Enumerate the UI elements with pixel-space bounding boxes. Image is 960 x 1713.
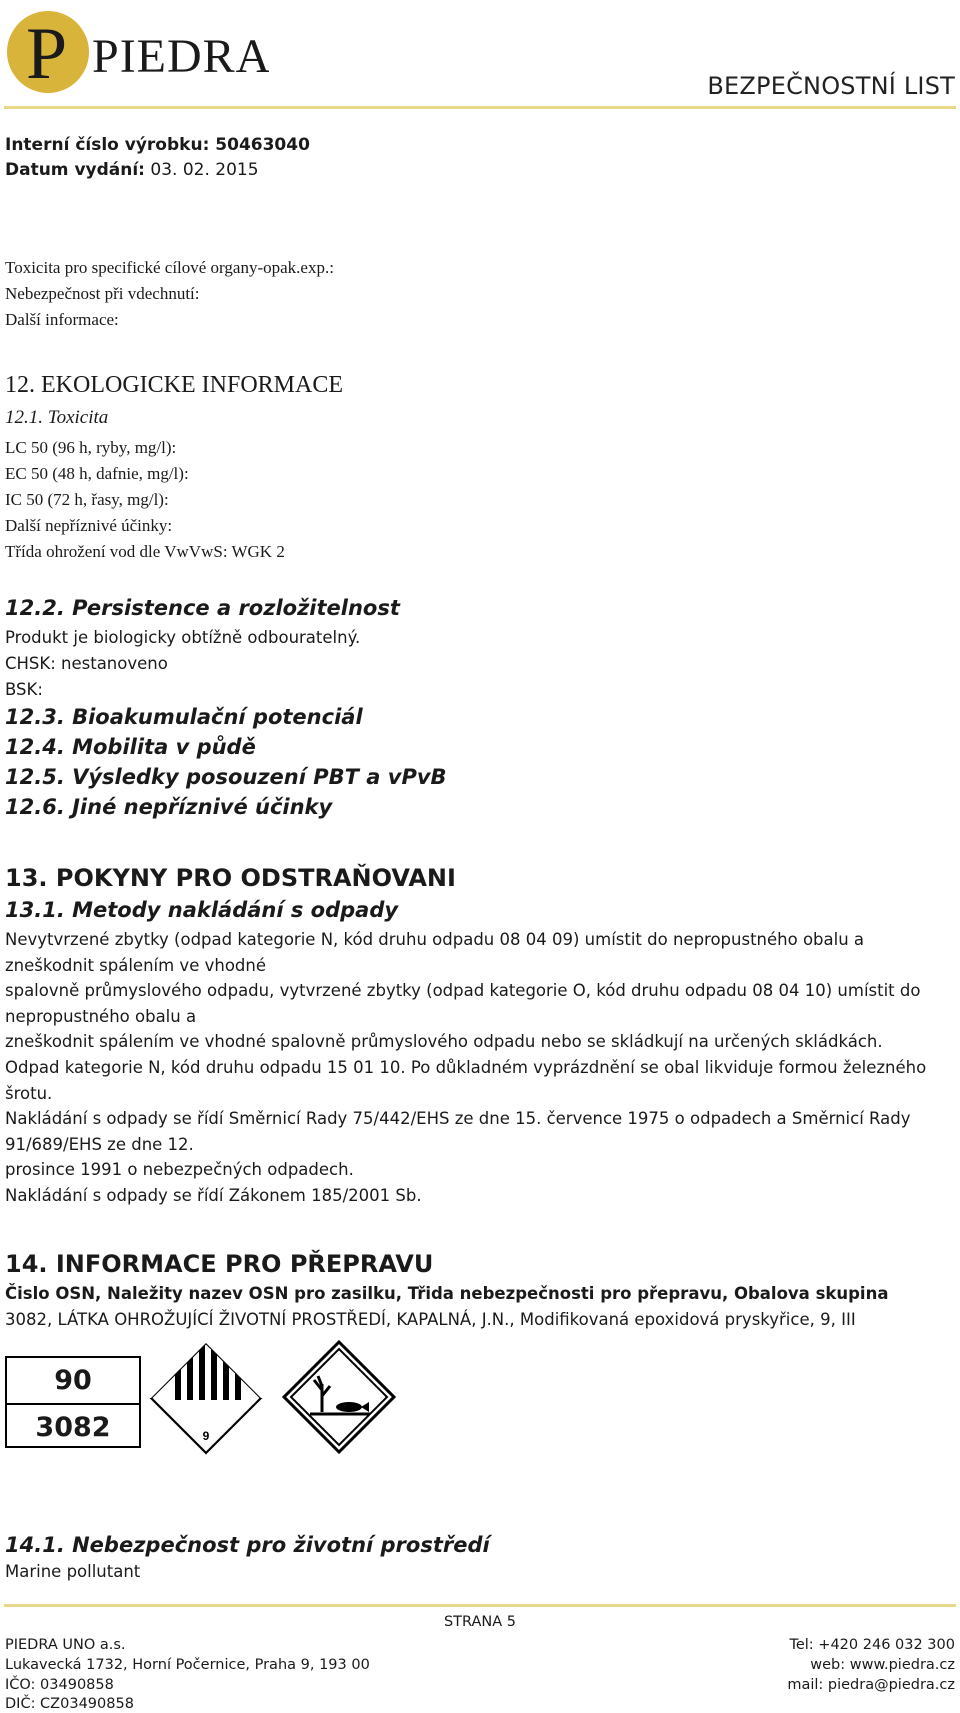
company-phone: Tel: +420 246 032 300 xyxy=(789,1637,955,1653)
class-9-hazard-label-icon xyxy=(148,1340,264,1456)
disposal-line: prosince 1991 o nebezpečných odpadech. xyxy=(5,1160,354,1179)
tox-detail: Třída ohrožení vod dle VwVwS: WGK 2 xyxy=(5,542,285,561)
section-14-title: 14. INFORMACE PRO PŘEPRAVU xyxy=(5,1250,434,1278)
footer-rule xyxy=(4,1604,956,1607)
header-rule xyxy=(4,106,956,109)
section-12-6-title: 12.6. Jiné nepříznivé účinky xyxy=(5,795,333,819)
disposal-line: 91/689/EHS ze dne 12. xyxy=(5,1135,194,1154)
un-number: 3082 xyxy=(35,1412,111,1443)
tox-detail: Další nepříznivé účinky: xyxy=(5,516,173,535)
section-12-3-title: 12.3. Bioakumulační potenciál xyxy=(5,705,363,729)
section-14-1-title: 14.1. Nebezpečnost pro životní prostředí xyxy=(5,1533,490,1557)
issue-date-value: 03. 02. 2015 xyxy=(150,160,259,180)
persistence-line: BSK: xyxy=(5,680,43,699)
section-13-1-title: 13.1. Metody nakládání s odpady xyxy=(5,898,399,922)
svg-text:9: 9 xyxy=(202,1429,210,1443)
tox-line: Toxicita pro specifické cílové organy-opak.exp.: xyxy=(5,258,334,277)
section-12-4-title: 12.4. Mobilita v půdě xyxy=(5,735,256,759)
disposal-line: zneškodnit spálením ve vhodné xyxy=(5,956,266,975)
environmental-hazard-icon xyxy=(282,1340,396,1454)
disposal-line: Odpad kategorie N, kód druhu odpadu 15 01 10. Po důkladném vyprázdnění se obal likviduje formou železného xyxy=(5,1058,927,1077)
company-name: PIEDRA UNO a.s. xyxy=(5,1637,126,1653)
svg-text:P: P xyxy=(26,13,68,95)
tox-detail: IC 50 (72 h, řasy, mg/l): xyxy=(5,490,169,509)
tox-detail: EC 50 (48 h, dafnie, mg/l): xyxy=(5,464,189,483)
section-12-2-title: 12.2. Persistence a rozložitelnost xyxy=(5,596,400,620)
document-title: BEZPEČNOSTNÍ LIST xyxy=(707,72,955,100)
section-12-title: 12. EKOLOGICKE INFORMACE xyxy=(5,372,343,398)
tox-detail: LC 50 (96 h, ryby, mg/l): xyxy=(5,438,177,457)
section-12-5-title: 12.5. Výsledky posouzení PBT a vPvB xyxy=(5,765,447,789)
disposal-line: Nevytvrzené zbytky (odpad kategorie N, kód druhu odpadu 08 04 09) umístit do nepropustného obalu a xyxy=(5,930,865,949)
disposal-line: Nakládání s odpady se řídí Zákonem 185/2001 Sb. xyxy=(5,1186,422,1205)
persistence-line: Produkt je biologicky obtížně odbouratelný. xyxy=(5,628,361,647)
environmental-hazard-value: Marine pollutant xyxy=(5,1562,141,1581)
transport-values: 3082, LÁTKA OHROŽUJÍCÍ ŽIVOTNÍ PROSTŘEDÍ, KAPALNÁ, J.N., Modifikovaná epoxidová pryskyřice, 9, III xyxy=(5,1310,856,1329)
company-web-link[interactable]: web: www.piedra.cz xyxy=(810,1657,955,1673)
piedra-logo xyxy=(4,6,269,98)
persistence-line: CHSK: nestanoveno xyxy=(5,654,168,673)
company-address: Lukavecká 1732, Horní Počernice, Praha 9, 193 00 xyxy=(5,1657,370,1673)
un-orange-plate xyxy=(5,1356,141,1448)
section-12-1-title: 12.1. Toxicita xyxy=(5,407,109,428)
disposal-line: spalovně průmyslového odpadu, vytvrzené zbytky (odpad kategorie O, kód druhu odpadu 08 04 10) umístit do xyxy=(5,981,921,1000)
company-dic: DIČ: CZ03490858 xyxy=(5,1696,134,1712)
section-13-title: 13. POKYNY PRO ODSTRAŇOVANI xyxy=(5,864,456,892)
disposal-line: šrotu. xyxy=(5,1084,53,1103)
issue-date-row xyxy=(5,160,259,180)
company-ico: IČO: 03490858 xyxy=(5,1677,114,1693)
page-number: STRANA 5 xyxy=(443,1614,517,1630)
disposal-line: Nakládání s odpady se řídí Směrnicí Rady 75/442/EHS ze dne 15. července 1975 o odpadech a Směrnicí Rady xyxy=(5,1109,911,1128)
transport-columns: Čislo OSN, Naležity nazev OSN pro zasilku, Třida nebezpečnosti pro přepravu, Obalova skupina xyxy=(5,1284,889,1303)
company-email-link[interactable]: mail: piedra@piedra.cz xyxy=(787,1677,955,1693)
disposal-line: nepropustného obalu a xyxy=(5,1007,197,1026)
tox-line: Další informace: xyxy=(5,310,119,329)
product-number: Interní číslo výrobku: 50463040 xyxy=(5,135,310,155)
svg-text:PIEDRA: PIEDRA xyxy=(92,30,269,83)
tox-line: Nebezpečnost při vdechnutí: xyxy=(5,284,200,303)
disposal-line: zneškodnit spálením ve vhodné spalovně průmyslového odpadu nebo se skládkují na určených skládkách. xyxy=(5,1032,883,1051)
issue-date-label: Datum vydání: xyxy=(5,160,145,180)
hazard-number: 90 xyxy=(7,1358,139,1405)
